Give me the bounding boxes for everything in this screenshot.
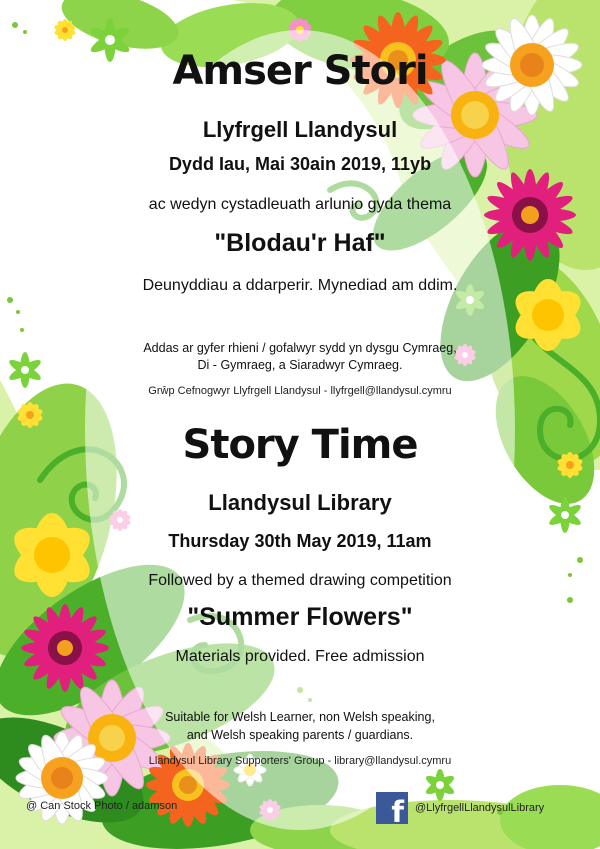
event-date-english: Thursday 30th May 2019, 11am [168,531,432,551]
competition-intro-welsh: ac wedyn cystadleuath arlunio gyda thema [148,196,452,213]
image-credit: @ Can Stock Photo / adamson [26,800,178,812]
facebook-icon [376,792,408,829]
event-date-welsh: Dydd Iau, Mai 30ain 2019, 11yb [168,154,432,174]
facebook-glyph: f [391,795,404,829]
facebook-handle: @LlyfrgellLlandysulLibrary [415,802,545,814]
competition-intro-english: Followed by a themed drawing competition [148,572,452,589]
theme-english: "Summer Flowers" [187,603,413,631]
audience-line-1-welsh: Addas ar gyfer rhieni / gofalwyr sydd yn dysgu Cymraeg, [143,341,457,355]
library-name-english: Llandysul Library [208,490,392,515]
theme-welsh: "Blodau'r Haf" [214,229,386,257]
audience-line-2-welsh: Di - Gymraeg, a Siaradwyr Cymraeg. [197,358,403,372]
supporters-group-contact-english: Llandysul Library Supporters' Group - library@llandysul.cymru [148,755,452,767]
facebook-page-link[interactable] [376,792,545,829]
materials-note-welsh: Deunyddiau a ddarperir. Mynediad am ddim. [142,277,458,294]
audience-line-2-english: and Welsh speaking parents / guardians. [186,728,414,742]
audience-line-1-english: Suitable for Welsh Learner, non Welsh speaking, [165,710,435,724]
materials-note-english: Materials provided. Free admission [175,648,425,665]
title-english: Story Time [182,422,418,468]
supporters-group-contact-welsh: Grŵp Cefnogwyr Llyfrgell Llandysul - llyfrgell@llandysul.cymru [148,385,452,397]
library-name-welsh: Llyfrgell Llandysul [202,117,398,142]
title-welsh: Amser Stori [172,48,428,94]
